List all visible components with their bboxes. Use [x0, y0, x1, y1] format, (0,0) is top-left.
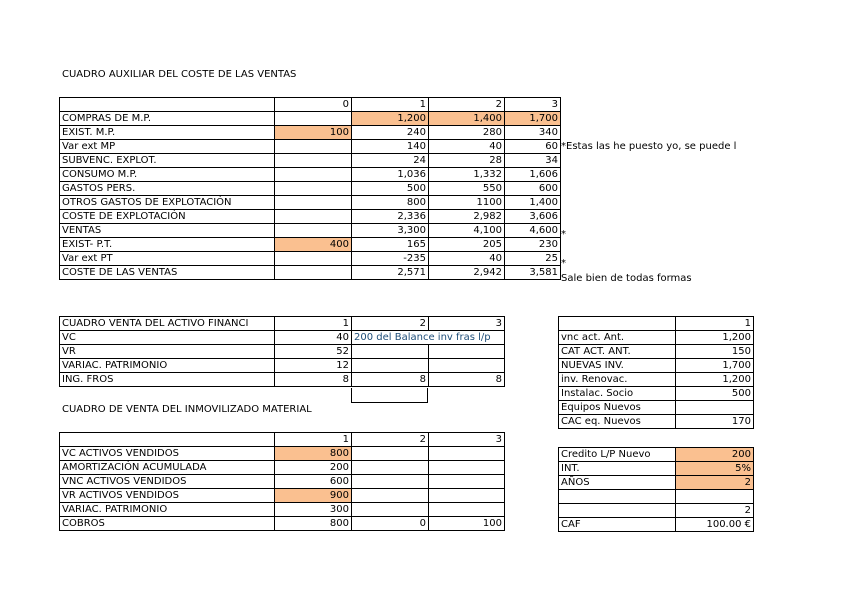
credit-table	[558, 447, 754, 532]
row-label[interactable]: AMORTIZACIÓN ACUMULADA	[60, 461, 275, 475]
cell[interactable]: 1100	[429, 196, 505, 210]
cell[interactable]: 300	[275, 503, 352, 517]
empty-cell[interactable]	[351, 388, 428, 403]
table-row	[60, 196, 561, 210]
row-label[interactable]: AÑOS	[559, 476, 676, 490]
cell[interactable]	[275, 224, 352, 238]
row-label[interactable]: OTROS GASTOS DE EXPLOTACIÓN	[60, 196, 275, 210]
row-label[interactable]: ING. FROS	[60, 373, 275, 387]
cell[interactable]	[275, 168, 352, 182]
cell[interactable]: 900	[275, 489, 352, 503]
table-row	[559, 359, 754, 373]
cell[interactable]	[352, 345, 429, 359]
cell[interactable]	[352, 447, 429, 461]
cell[interactable]: 200 del Balance inv fras l/p	[352, 331, 505, 345]
table-row	[60, 154, 561, 168]
table-row	[60, 517, 505, 531]
cell[interactable]	[275, 196, 352, 210]
cell[interactable]: 600	[505, 182, 561, 196]
cell[interactable]: 40	[429, 140, 505, 154]
row-label[interactable]: vnc act. Ant.	[559, 331, 676, 345]
row-label[interactable]: NUEVAS INV.	[559, 359, 676, 373]
table-row	[559, 345, 754, 359]
row-label[interactable]: VNC ACTIVOS VENDIDOS	[60, 475, 275, 489]
cell[interactable]: 4,600	[505, 224, 561, 238]
table-row	[559, 373, 754, 387]
row-label[interactable]: VARIAC. PATRIMONIO	[60, 503, 275, 517]
cell[interactable]: 2	[352, 433, 429, 447]
row-label[interactable]: VR ACTIVOS VENDIDOS	[60, 489, 275, 503]
table-row	[60, 345, 505, 359]
row-label[interactable]	[559, 490, 676, 504]
cell[interactable]: 200	[275, 461, 352, 475]
table-row	[60, 489, 505, 503]
table-row	[60, 252, 561, 266]
cell[interactable]: 2	[676, 476, 754, 490]
cell[interactable]: 3,300	[352, 224, 429, 238]
cell[interactable]	[676, 401, 754, 415]
cell[interactable]	[275, 182, 352, 196]
cell[interactable]	[60, 98, 275, 112]
table-row	[559, 387, 754, 401]
cell[interactable]: 1,700	[505, 112, 561, 126]
note-cell[interactable]: *	[561, 258, 566, 269]
material-table-title: CUADRO DE VENTA DEL INMOVILIZADO MATERIAL	[62, 404, 312, 415]
table-row	[60, 112, 561, 126]
row-label[interactable]: CONSUMO M.P.	[60, 168, 275, 182]
cell[interactable]	[60, 433, 275, 447]
row-label[interactable]: COSTE DE LAS VENTAS	[60, 266, 275, 280]
table-row	[559, 462, 754, 476]
cell[interactable]: 34	[505, 154, 561, 168]
table-row	[559, 317, 754, 331]
row-label[interactable]: COBROS	[60, 517, 275, 531]
cell[interactable]: 230	[505, 238, 561, 252]
cell[interactable]	[429, 503, 505, 517]
material-header-row	[60, 433, 505, 447]
cell[interactable]: 2	[676, 504, 754, 518]
cell[interactable]: 0	[275, 98, 352, 112]
cell[interactable]: 1,400	[505, 196, 561, 210]
cell[interactable]: 1	[275, 433, 352, 447]
cell[interactable]: 205	[429, 238, 505, 252]
table-row	[60, 182, 561, 196]
cell[interactable]: 12	[275, 359, 352, 373]
note-cell[interactable]: Sale bien de todas formas	[561, 273, 692, 284]
cell[interactable]: 3,606	[505, 210, 561, 224]
material-asset-table	[59, 432, 505, 531]
table-row	[559, 490, 754, 504]
row-label[interactable]: VC ACTIVOS VENDIDOS	[60, 447, 275, 461]
cell[interactable]: 500	[352, 182, 429, 196]
cell[interactable]: 240	[352, 126, 429, 140]
row-label[interactable]: Instalac. Socio	[559, 387, 676, 401]
cell[interactable]: 1	[352, 98, 429, 112]
cell[interactable]: 5%	[676, 462, 754, 476]
cell[interactable]: 1,700	[676, 359, 754, 373]
table-row	[60, 475, 505, 489]
row-label[interactable]: CAF	[559, 518, 676, 532]
table-row	[60, 359, 505, 373]
row-label[interactable]: GASTOS PERS.	[60, 182, 275, 196]
table-row	[559, 415, 754, 429]
row-label[interactable]: SUBVENC. EXPLOT.	[60, 154, 275, 168]
cell[interactable]: 40	[429, 252, 505, 266]
row-label[interactable]: EXIST. M.P.	[60, 126, 275, 140]
cell[interactable]: 800	[275, 517, 352, 531]
cell[interactable]: 4,100	[429, 224, 505, 238]
row-label[interactable]: Var ext MP	[60, 140, 275, 154]
cell[interactable]: 1,200	[676, 373, 754, 387]
cell[interactable]	[676, 490, 754, 504]
row-label[interactable]: inv. Renovac.	[559, 373, 676, 387]
table-row	[559, 504, 754, 518]
cell[interactable]	[429, 475, 505, 489]
row-label[interactable]: CAC eq. Nuevos	[559, 415, 676, 429]
cell[interactable]	[429, 461, 505, 475]
cell[interactable]	[275, 252, 352, 266]
table-row	[60, 224, 561, 238]
cell[interactable]	[429, 359, 505, 373]
cell[interactable]	[352, 359, 429, 373]
cell[interactable]	[352, 489, 429, 503]
table-row	[60, 503, 505, 517]
table-row	[559, 476, 754, 490]
table-row	[60, 317, 505, 331]
cell[interactable]: 8	[275, 373, 352, 387]
cell[interactable]: 800	[352, 196, 429, 210]
cell[interactable]: 24	[352, 154, 429, 168]
cell[interactable]: 200	[676, 448, 754, 462]
table-row	[60, 210, 561, 224]
table-row	[559, 401, 754, 415]
table-row	[60, 168, 561, 182]
cell[interactable]	[429, 447, 505, 461]
cell[interactable]: 0	[352, 517, 429, 531]
cell[interactable]: 40	[275, 331, 352, 345]
cell[interactable]: 28	[429, 154, 505, 168]
cell[interactable]	[352, 461, 429, 475]
cell[interactable]: 2,571	[352, 266, 429, 280]
table-row	[60, 238, 561, 252]
cell[interactable]: 1,200	[352, 112, 429, 126]
cost-table	[59, 97, 561, 280]
table-row	[60, 331, 505, 345]
cell[interactable]: 2,336	[352, 210, 429, 224]
row-label[interactable]: INT.	[559, 462, 676, 476]
note-cell[interactable]: *	[561, 229, 566, 240]
cell[interactable]: 3	[429, 317, 505, 331]
cell[interactable]: 100.00 €	[676, 518, 754, 532]
financial-asset-table	[59, 316, 505, 387]
row-label[interactable]: COMPRAS DE M.P.	[60, 112, 275, 126]
cell[interactable]	[429, 489, 505, 503]
cell[interactable]: 25	[505, 252, 561, 266]
cell[interactable]: 1,332	[429, 168, 505, 182]
row-label[interactable]: Credito L/P Nuevo	[559, 448, 676, 462]
row-label[interactable]: Var ext PT	[60, 252, 275, 266]
cell[interactable]: 2,982	[429, 210, 505, 224]
table-row	[559, 331, 754, 345]
row-label[interactable]: VR	[60, 345, 275, 359]
row-label[interactable]: COSTE DE EXPLOTACIÓN	[60, 210, 275, 224]
cell[interactable]: 500	[676, 387, 754, 401]
cost-header-row	[60, 98, 561, 112]
row-label[interactable]: VARIAC. PATRIMONIO	[60, 359, 275, 373]
cell[interactable]: 52	[275, 345, 352, 359]
cell[interactable]: 3,581	[505, 266, 561, 280]
cell[interactable]	[429, 345, 505, 359]
cell[interactable]	[275, 140, 352, 154]
cell[interactable]	[275, 210, 352, 224]
cell[interactable]: 2	[352, 317, 429, 331]
cell[interactable]: 280	[429, 126, 505, 140]
cell[interactable]: -235	[352, 252, 429, 266]
cell[interactable]: 8	[429, 373, 505, 387]
cell[interactable]: 140	[352, 140, 429, 154]
table-row	[60, 140, 561, 154]
cell[interactable]: 1	[676, 317, 754, 331]
cell[interactable]: 1,200	[676, 331, 754, 345]
cell[interactable]	[352, 503, 429, 517]
investments-table	[558, 316, 754, 429]
cell[interactable]: 3	[429, 433, 505, 447]
table-row	[60, 266, 561, 280]
cell[interactable]: 1	[275, 317, 352, 331]
cell[interactable]: 340	[505, 126, 561, 140]
cell[interactable]: 100	[275, 126, 352, 140]
row-label[interactable]: VENTAS	[60, 224, 275, 238]
row-label[interactable]: Equipos Nuevos	[559, 401, 676, 415]
row-label[interactable]: CAT ACT. ANT.	[559, 345, 676, 359]
cell[interactable]: 60	[505, 140, 561, 154]
cell[interactable]: 1,036	[352, 168, 429, 182]
table-row	[60, 373, 505, 387]
cell[interactable]: 3	[505, 98, 561, 112]
cell[interactable]: 8	[352, 373, 429, 387]
row-label[interactable]	[559, 317, 676, 331]
cell[interactable]: 2,942	[429, 266, 505, 280]
cell[interactable]: 1,606	[505, 168, 561, 182]
note-cell[interactable]: *Estas las he puesto yo, se puede l	[561, 141, 737, 152]
cell[interactable]: 170	[676, 415, 754, 429]
cell[interactable]: 2	[429, 98, 505, 112]
cell[interactable]: 150	[676, 345, 754, 359]
row-label[interactable]: EXIST- P.T.	[60, 238, 275, 252]
cell[interactable]	[275, 112, 352, 126]
row-label[interactable]: CUADRO VENTA DEL ACTIVO FINANCI	[60, 317, 275, 331]
cell[interactable]: 400	[275, 238, 352, 252]
table-row	[559, 448, 754, 462]
table-row	[559, 518, 754, 532]
cell[interactable]	[275, 266, 352, 280]
cost-table-title: CUADRO AUXILIAR DEL COSTE DE LAS VENTAS	[62, 69, 297, 80]
cell[interactable]: 100	[429, 517, 505, 531]
cell[interactable]: 800	[275, 447, 352, 461]
table-row	[60, 461, 505, 475]
cell[interactable]	[275, 154, 352, 168]
cell[interactable]: 600	[275, 475, 352, 489]
cell[interactable]	[352, 475, 429, 489]
table-row	[60, 126, 561, 140]
table-row	[60, 447, 505, 461]
row-label[interactable]	[559, 504, 676, 518]
row-label[interactable]: VC	[60, 331, 275, 345]
cell[interactable]: 550	[429, 182, 505, 196]
cell[interactable]: 1,400	[429, 112, 505, 126]
cell[interactable]: 165	[352, 238, 429, 252]
